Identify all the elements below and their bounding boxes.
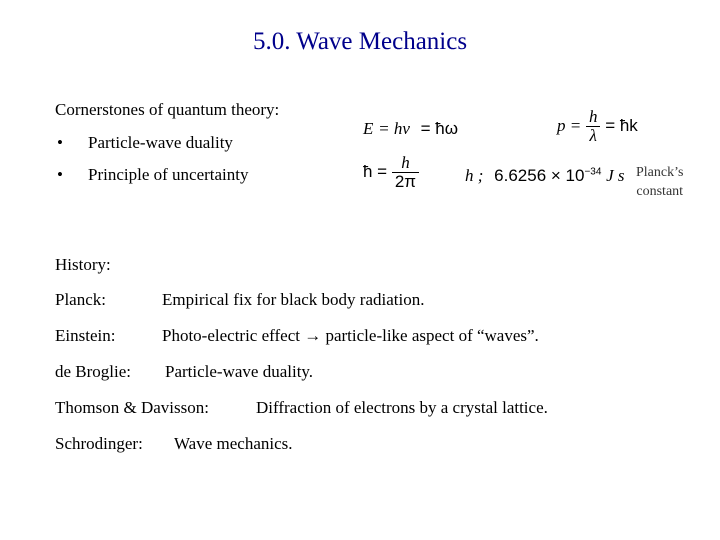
- energy-equation: [363, 119, 458, 139]
- history-text: Empirical fix for black body radiation.: [162, 290, 425, 309]
- history-name: Planck:: [55, 290, 106, 309]
- planck-value: [465, 166, 625, 186]
- momentum-rhs: = ħk: [605, 115, 638, 135]
- cornerstones-heading: Cornerstones of quantum theory:: [55, 100, 280, 119]
- history-name: Einstein:: [55, 326, 116, 345]
- history-heading: History:: [55, 255, 111, 274]
- momentum-numerator: h: [586, 108, 601, 127]
- hbar-equation: [363, 154, 419, 191]
- hbar-fraction: [392, 154, 419, 191]
- planck-note: [636, 163, 683, 201]
- history-text: Particle-wave duality.: [165, 362, 314, 381]
- momentum-denominator: λ: [589, 126, 597, 145]
- history-name: de Broglie:: [55, 362, 132, 381]
- page-title: 5.0. Wave Mechanics: [252, 28, 468, 55]
- history-text: Wave mechanics.: [174, 434, 293, 453]
- hbar-lhs: ħ =: [363, 161, 388, 181]
- history-text: Diffraction of electrons by a crystal lattice.: [256, 398, 548, 417]
- cornerstone-item: Principle of uncertainty: [88, 165, 249, 184]
- bullet-marker: •: [57, 165, 63, 184]
- momentum-lhs: p =: [557, 115, 582, 135]
- momentum-fraction: [586, 108, 601, 145]
- bullet-marker: •: [57, 133, 63, 152]
- hbar-numerator: h: [392, 154, 419, 173]
- energy-lhs: E: [363, 119, 374, 138]
- planck-note-line: Planck’s: [636, 165, 684, 180]
- momentum-equation: [557, 108, 638, 145]
- planck-note-line: constant: [636, 184, 684, 199]
- planck-mantissa: 6.6256 × 10: [494, 166, 585, 185]
- planck-exponent: −34: [584, 166, 602, 178]
- history-name: Thomson & Davisson:: [55, 398, 209, 417]
- hbar-denominator: 2π: [394, 172, 417, 191]
- cornerstone-item: Particle-wave duality: [88, 133, 233, 152]
- planck-unit: J s: [606, 166, 625, 185]
- energy-mid: = hv: [378, 119, 410, 138]
- energy-rhs: = ħω: [420, 119, 459, 138]
- planck-symbol: h ;: [465, 166, 484, 185]
- history-text: Photo-electric effect → particle-like aspect of “waves”.: [162, 326, 539, 345]
- history-name: Schrodinger:: [55, 434, 143, 453]
